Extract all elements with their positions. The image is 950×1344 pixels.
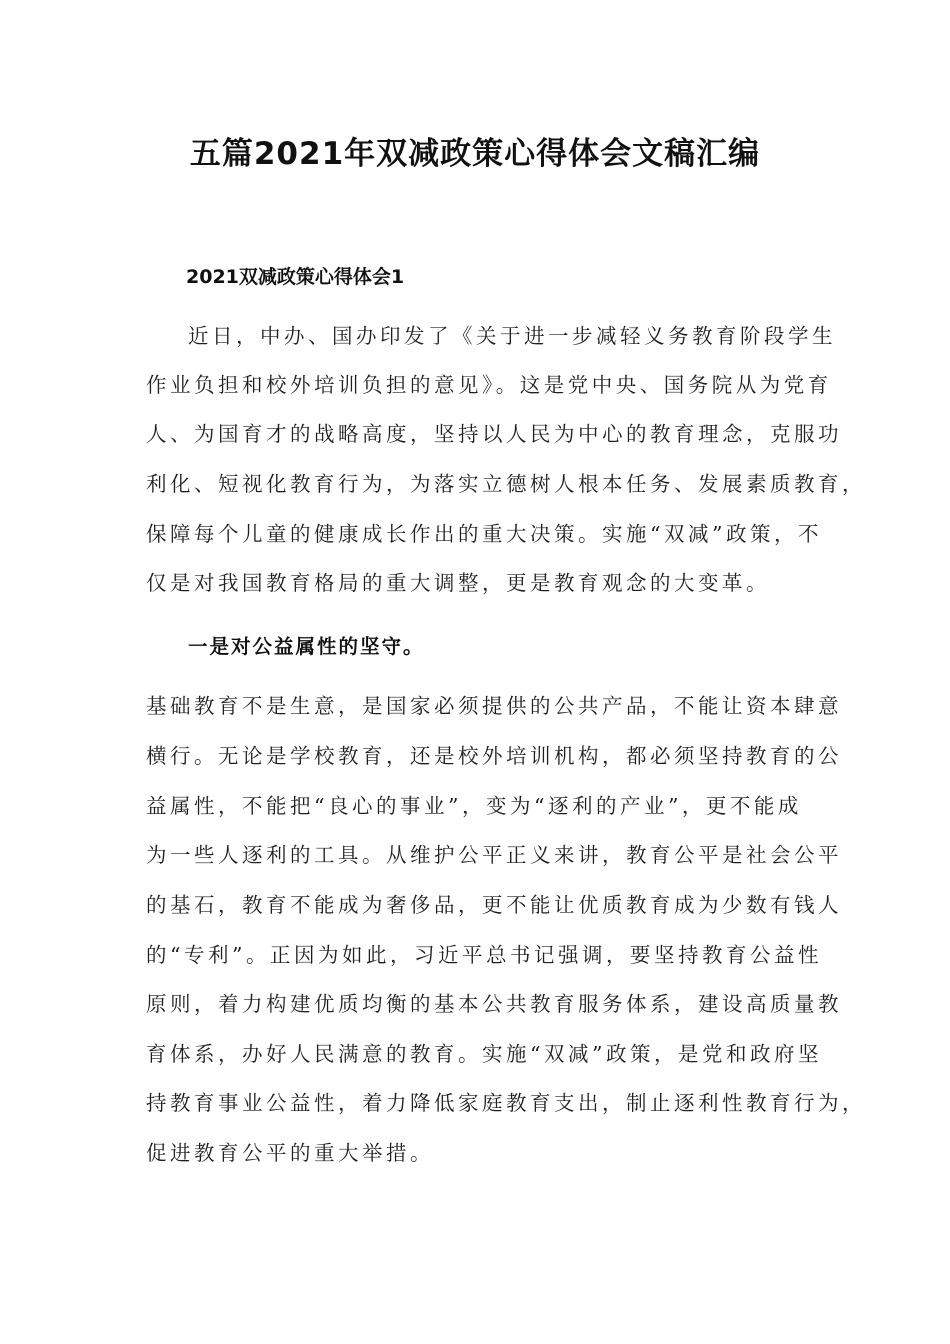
subheading: 一是对公益属性的坚守。 (188, 635, 425, 658)
paragraph-line: 利化、短视化教育行为，为落实立德树人根本任务、发展素质教育， (146, 472, 866, 496)
paragraph-line: 横行。无论是学校教育，还是校外培训机构，都必须坚持教育的公 (146, 744, 842, 768)
paragraph-line: 持教育事业公益性，着力降低家庭教育支出，制止逐利性教育行为， (146, 1091, 866, 1115)
paragraph-line: 为一些人逐利的工具。从维护公平正义来讲，教育公平是社会公平 (146, 843, 842, 867)
paragraph-line: 保障每个儿童的健康成长作出的重大决策。实施“双减”政策，不 (146, 522, 822, 546)
paragraph-line: 仅是对我国教育格局的重大调整，更是教育观念的大变革。 (146, 571, 770, 595)
paragraph-line: 促进教育公平的重大举措。 (146, 1141, 434, 1165)
section-heading: 2021双减政策心得体会1 (186, 266, 405, 288)
paragraph-line: 原则，着力构建优质均衡的基本公共教育服务体系，建设高质量教 (146, 992, 842, 1016)
paragraph-line: 育体系，办好人民满意的教育。实施“双减”政策，是党和政府坚 (146, 1042, 822, 1066)
document-title: 五篇2021年双减政策心得体会文稿汇编 (189, 136, 761, 172)
paragraph-line: 作业负担和校外培训负担的意见》。这是党中央、国务院从为党育 (146, 373, 832, 397)
paragraph-line: 的“专利”。正因为如此，习近平总书记强调，要坚持教育公益性 (146, 943, 822, 967)
paragraph-line: 近日，中办、国办印发了《关于进一步减轻义务教育阶段学生 (188, 324, 836, 348)
paragraph-line: 人、为国育才的战略高度，坚持以人民为中心的教育理念，克服功 (146, 422, 842, 446)
paragraph-line: 益属性，不能把“良心的事业”，变为“逐利的产业”，更不能成 (146, 794, 802, 818)
paragraph-line: 的基石，教育不能成为奢侈品，更不能让优质教育成为少数有钱人 (146, 893, 842, 917)
paragraph-line: 基础教育不是生意，是国家必须提供的公共产品，不能让资本肆意 (146, 694, 842, 718)
